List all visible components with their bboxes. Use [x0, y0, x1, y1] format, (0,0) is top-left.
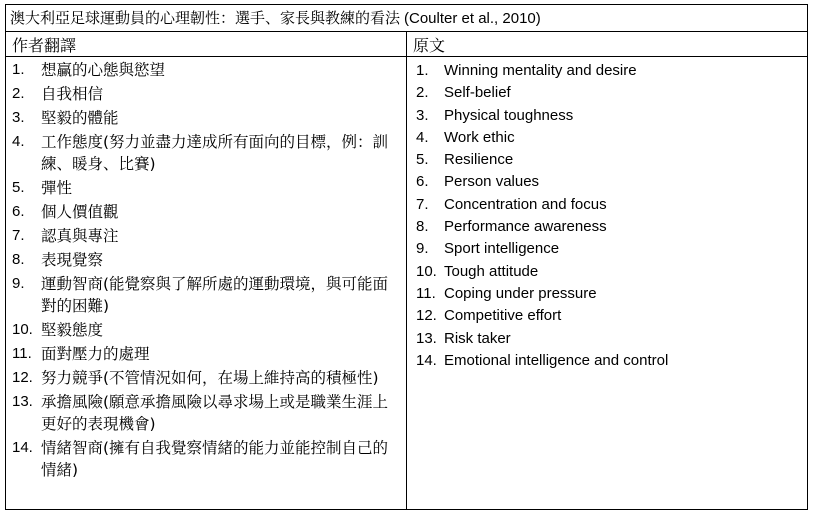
- translation-item-number: 9.: [12, 275, 25, 292]
- translation-item: [6, 201, 406, 223]
- original-item-number: 11.: [416, 284, 436, 302]
- translation-item: [6, 131, 406, 175]
- original-item: [407, 149, 807, 171]
- translation-item: [6, 319, 406, 341]
- translation-item: [6, 249, 406, 271]
- translation-item-number: 14.: [12, 439, 33, 456]
- original-item-text: Sport intelligence: [444, 240, 560, 258]
- original-list: [407, 57, 807, 372]
- translation-item: [6, 177, 406, 199]
- translation-item-text: 表現覺察: [41, 251, 104, 269]
- original-column-header: 原文: [407, 32, 808, 57]
- original-item: [407, 261, 807, 283]
- translation-item-text: 努力競爭(不管情況如何，在場上維持高的積極性): [41, 369, 379, 387]
- original-item-number: 9.: [416, 240, 429, 258]
- original-item: [407, 283, 807, 305]
- original-item: [407, 127, 807, 149]
- translation-item: [6, 225, 406, 247]
- original-list-cell: [407, 57, 808, 510]
- comparison-table: [5, 4, 808, 510]
- original-item-text: Work ethic: [444, 128, 515, 146]
- translation-item: [6, 83, 406, 105]
- translation-column-header: 作者翻譯: [6, 32, 407, 57]
- translation-item-number: 8.: [12, 251, 25, 268]
- original-item: [407, 328, 807, 350]
- original-item-text: Winning mentality and desire: [444, 62, 637, 79]
- translation-item-text: 面對壓力的處理: [41, 345, 150, 363]
- translation-item-number: 12.: [12, 369, 33, 386]
- original-item: [407, 305, 807, 327]
- original-item-number: 5.: [416, 151, 429, 169]
- translation-item-number: 7.: [12, 227, 25, 244]
- translation-item-number: 2.: [12, 85, 25, 102]
- original-item-number: 13.: [416, 329, 437, 347]
- translation-item-text: 想贏的心態與慾望: [41, 61, 166, 79]
- translation-item-text: 個人價值觀: [41, 203, 119, 221]
- table-title: [6, 5, 808, 32]
- original-item: [407, 216, 807, 238]
- original-item-number: 14.: [416, 351, 437, 369]
- original-item-number: 4.: [416, 128, 429, 146]
- translation-item-text: 自我相信: [41, 85, 104, 103]
- translation-item: [6, 59, 406, 81]
- original-item-text: Risk taker: [444, 329, 511, 347]
- content-row: [6, 57, 808, 510]
- original-item-number: 8.: [416, 218, 429, 236]
- translation-item: [6, 391, 406, 435]
- original-item-text: Person values: [444, 173, 540, 191]
- translation-item-text: 認真與專注: [41, 227, 119, 245]
- translation-item: [6, 367, 406, 389]
- original-item-text: Tough attitude: [444, 262, 539, 280]
- original-item-number: 3.: [416, 106, 429, 124]
- translation-list-cell: [6, 57, 407, 510]
- translation-item-number: 6.: [12, 203, 25, 220]
- original-item-number: 2.: [416, 84, 429, 102]
- translation-item-number: 5.: [12, 179, 25, 196]
- header-row: [6, 32, 808, 57]
- translation-item: [6, 107, 406, 129]
- translation-list: [6, 57, 406, 481]
- original-item: [407, 171, 807, 193]
- translation-item-text: 彈性: [41, 179, 73, 197]
- original-item-text: Self-belief: [444, 84, 511, 102]
- translation-item-text: 運動智商(能覺察與了解所處的運動環境，與可能面對的困難): [41, 275, 389, 315]
- translation-item-number: 13.: [12, 393, 33, 410]
- translation-item-text: 堅毅態度: [41, 321, 104, 339]
- translation-item: [6, 273, 406, 317]
- original-item-text: Concentration and focus: [444, 195, 607, 213]
- original-item: [407, 350, 807, 372]
- original-item-text: Resilience: [444, 151, 514, 169]
- title-row: [6, 5, 808, 32]
- original-item-number: 12.: [416, 307, 437, 325]
- translation-item-number: 4.: [12, 133, 25, 150]
- original-item-text: Physical toughness: [444, 106, 574, 124]
- original-item-text: Coping under pressure: [444, 284, 597, 302]
- original-item-number: 1.: [416, 62, 429, 79]
- original-item: [407, 238, 807, 260]
- translation-item-text: 堅毅的體能: [41, 109, 119, 127]
- translation-item-number: 3.: [12, 109, 25, 126]
- original-item-text: Emotional intelligence and control: [444, 351, 669, 369]
- original-item-text: Competitive effort: [444, 307, 562, 325]
- table-citation: (Coulter et al., 2010): [404, 10, 541, 27]
- original-item: [407, 105, 807, 127]
- original-item: [407, 60, 807, 82]
- translation-item: [6, 343, 406, 365]
- original-item-number: 6.: [416, 173, 429, 191]
- translation-item-text: 情緒智商(擁有自我覺察情緒的能力並能控制自己的情緒): [41, 439, 389, 479]
- translation-item-text: 工作態度(努力並盡力達成所有面向的目標，例：訓練、暖身、比賽): [41, 133, 389, 173]
- translation-item-text: 承擔風險(願意承擔風險以尋求場上或是職業生涯上更好的表現機會): [41, 393, 389, 433]
- original-item: [407, 82, 807, 104]
- original-item: [407, 194, 807, 216]
- translation-item-number: 10.: [12, 321, 33, 338]
- original-item-text: Performance awareness: [444, 218, 607, 236]
- original-item-number: 7.: [416, 195, 429, 213]
- table-title-text: 澳大利亞足球運動員的心理韌性：選手、家長與教練的看法: [10, 9, 401, 27]
- original-item-number: 10.: [416, 262, 437, 280]
- translation-item: [6, 437, 406, 481]
- translation-item-number: 1.: [12, 61, 25, 78]
- translation-item-number: 11.: [12, 345, 32, 362]
